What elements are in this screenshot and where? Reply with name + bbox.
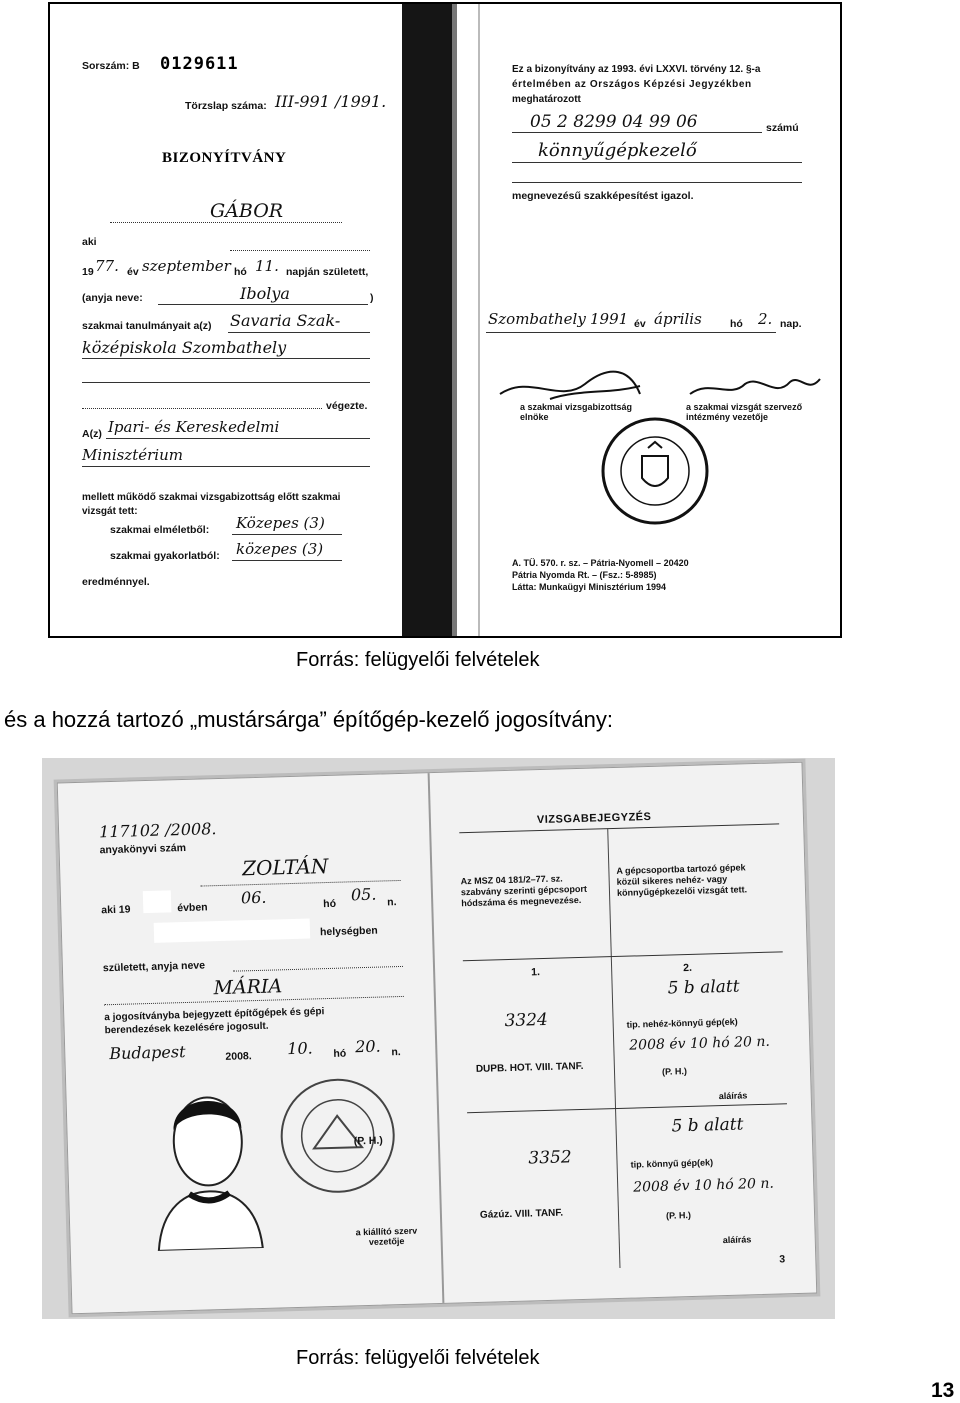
redaction-box-2	[154, 919, 310, 943]
licence-issue-day: 20.	[354, 1036, 381, 1057]
serial-label: Sorszám: B	[82, 60, 140, 72]
certificate-title: BIZONYÍTVÁNY	[162, 150, 287, 166]
ministry-prefix: A(z)	[82, 428, 102, 440]
result-label: eredménnyel.	[82, 576, 150, 588]
qualification-suffix: megnevezésű szakképesítést igazol.	[512, 190, 694, 202]
birth-prefix: 19	[82, 266, 94, 278]
theory-grade: Közepes (3)	[236, 514, 325, 532]
signature-label-2: a szakmai vizsgát szervező intézmény vezetője	[686, 402, 803, 422]
who-label: aki	[82, 236, 97, 248]
birth-ho: hó	[234, 266, 247, 278]
exam-text-1: mellett működő szakmai vizsgabizottság előtt szakmai	[82, 492, 341, 503]
entry-2-ph: (P. H.)	[665, 1209, 692, 1221]
entry-2-date: 2008 év 10 hó 20 n.	[633, 1175, 775, 1196]
registry-number: 117102 /2008.	[98, 819, 217, 842]
licence-ev: évben	[177, 901, 208, 915]
entry-1-type: tip. nehéz-könnyű gép(ek)	[626, 1016, 738, 1030]
licence-booklet	[57, 762, 818, 1315]
licence-issue-ho: hó	[333, 1047, 347, 1060]
licence-born-label: született, anyja neve	[102, 959, 206, 975]
birth-month: szeptember	[142, 257, 231, 275]
licence-n: n.	[387, 896, 397, 909]
licence-issue-n: n.	[391, 1046, 401, 1059]
studies-label: szakmai tanulmányait a(z)	[82, 320, 212, 332]
certificate-scan	[48, 2, 842, 638]
okj-suffix: számú	[766, 122, 799, 134]
issue-city: Szombathely	[488, 310, 586, 328]
footer-line-2: Pátria Nyomda Rt. – (Fsz.: 5-8985)	[512, 570, 657, 580]
licence-ph: (P. H.)	[353, 1134, 383, 1148]
practice-label: szakmai gyakorlatból:	[110, 550, 220, 562]
theory-label: szakmai elméletből:	[110, 524, 210, 536]
licence-ho: hó	[323, 897, 337, 911]
entry-1-code: 5 b alatt	[667, 976, 740, 999]
entry-2-sign-label: aláírás	[722, 1234, 752, 1246]
official-stamp-icon	[600, 416, 710, 526]
school-line-2: középiskola Szombathely	[82, 338, 287, 357]
register-label: Törzslap száma:	[185, 100, 267, 112]
signature-label-1: a szakmai vizsgabizottság elnöke	[520, 402, 633, 422]
okj-number: 05 2 8299 04 99 06	[530, 112, 698, 132]
entry-number-2: 2.	[682, 961, 693, 975]
issue-year: 1991	[590, 310, 629, 328]
entry-1-sign-label: aláírás	[718, 1090, 748, 1102]
entry-1-stamp: DUPB. HOT. VIII. TANF.	[475, 1060, 584, 1075]
holder-name: GÁBOR	[210, 200, 284, 222]
licence-issue-year: 2008.	[225, 1050, 252, 1063]
ministry-line-2: Minisztérium	[82, 446, 183, 464]
spine	[402, 4, 452, 636]
licence-issue-month: 10.	[286, 1038, 313, 1059]
licence-day: 05.	[350, 884, 377, 905]
licence-issuer: a kiállító szerv vezetője	[355, 1225, 418, 1247]
booklet-fold	[428, 773, 445, 1303]
entry-2-type: tip. könnyű gép(ek)	[630, 1157, 714, 1170]
licence-month: 06.	[240, 887, 267, 908]
licence-rights-2: berendezések kezelésére jogosult.	[104, 1020, 269, 1037]
qualification: könnyűgépkezelő	[538, 140, 697, 161]
caption-1: Forrás: felügyelői felvételek	[296, 649, 540, 671]
licence-rights-1: a jogosítványba bejegyzett építőgépek és gépi	[104, 1006, 325, 1024]
right-text-2: értelmében az Országos Képzési Jegyzékben	[512, 79, 752, 90]
entry-number-1: 1.	[531, 966, 541, 979]
entry-2-stamp: Gázúz. VIII. TANF.	[479, 1207, 564, 1221]
issue-month: április	[654, 310, 702, 328]
finished-label: végezte.	[326, 400, 368, 412]
licence-issue-city: Budapest	[109, 1042, 186, 1064]
entry-1-number: 3324	[504, 1009, 549, 1032]
birth-ev: év	[127, 266, 139, 278]
caption-2: Forrás: felügyelői felvételek	[296, 1347, 540, 1369]
serial-number: 0129611	[160, 54, 239, 74]
birth-day: 11.	[255, 257, 279, 275]
licence-mother: MÁRIA	[213, 975, 283, 1000]
footer-line-3: Látta: Munkaügyi Minisztérium 1994	[512, 582, 667, 592]
entry-2-number: 3352	[528, 1147, 572, 1169]
exam-col-2: A gépcsoportba tartozó gépek közül sikeres nehéz- vagy könnyűgépkezelői vizsgát tett.	[616, 862, 748, 898]
entry-1-ph: (P. H.)	[661, 1066, 688, 1077]
birth-year: 77.	[95, 257, 119, 275]
registry-label: anyakönyvi szám	[99, 841, 187, 857]
issue-ev: év	[634, 318, 646, 330]
ministry-line-1: Ipari- és Kereskedelmi	[108, 418, 280, 436]
footer-line-1: A. TÜ. 570. r. sz. – Pátria-Nyomell – 20420	[512, 558, 689, 568]
right-text-1: Ez a bizonyítvány az 1993. évi LXXVI. törvény 12. §-a	[512, 64, 761, 75]
redaction-box	[143, 890, 172, 913]
licence-who: aki 19	[101, 903, 131, 917]
licence-scan	[42, 758, 835, 1319]
mother-close: )	[370, 292, 374, 304]
issue-nap: nap.	[780, 318, 802, 330]
school-line-1: Savaria Szak-	[230, 311, 341, 330]
right-text-3: meghatározott	[512, 94, 581, 105]
mother-name: Ibolya	[240, 284, 290, 303]
entry-1-date: 2008 év 10 hó 20 n.	[629, 1033, 771, 1054]
exam-text-2: vizsgát tett:	[82, 506, 138, 517]
birth-suffix: napján született,	[286, 266, 369, 278]
issue-ho: hó	[730, 318, 743, 330]
entry-2-code: 5 b alatt	[671, 1114, 744, 1137]
holder-photo	[146, 1078, 271, 1251]
licence-place-suffix: helységben	[319, 924, 378, 939]
page-number: 13	[931, 1379, 955, 1402]
register-number: III-991 /1991.	[275, 92, 387, 111]
spine-edge	[452, 4, 457, 636]
exam-record-header: VIZSGABEJEGYZÉS	[536, 810, 652, 827]
issue-day: 2.	[758, 310, 773, 328]
licence-holder-name: ZOLTÁN	[241, 853, 329, 881]
intro-text: és a hozzá tartozó „mustársárga” építőgép-kezelő jogosítvány:	[4, 707, 613, 732]
practice-grade: közepes (3)	[236, 540, 324, 558]
exam-col-1: Az MSZ 04 181/2–77. sz. szabvány szerinti gépcsoport hódszáma és megnevezése.	[460, 873, 588, 909]
spine-fold	[478, 4, 480, 636]
mother-label: (anyja neve:	[82, 292, 143, 304]
licence-page-number: 3	[779, 1253, 786, 1266]
